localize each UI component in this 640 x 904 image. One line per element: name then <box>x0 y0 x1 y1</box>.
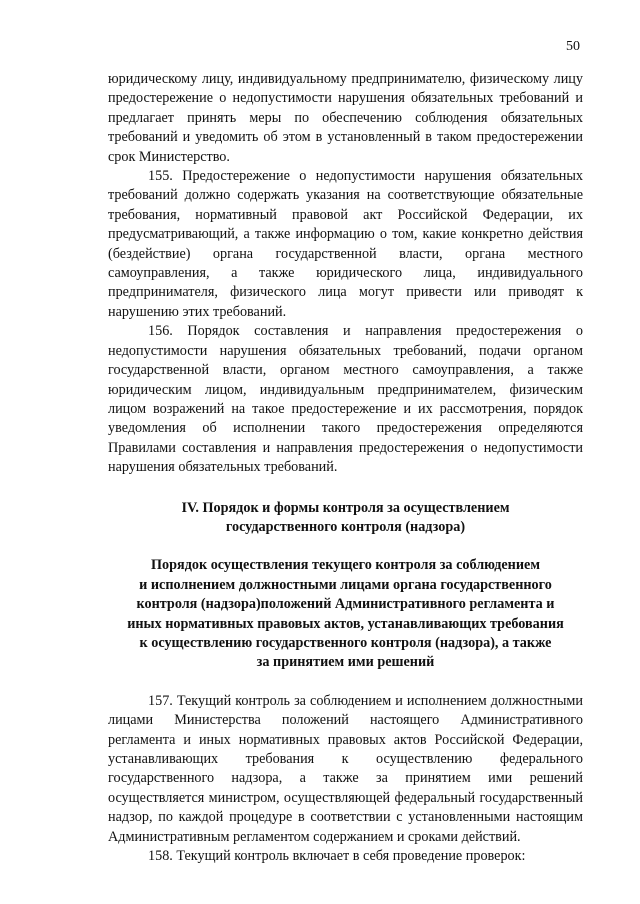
subsection-heading-line: к осуществлению государственного контроля (надзора), а также <box>139 634 552 651</box>
spacer <box>108 478 583 499</box>
spacer <box>108 537 583 556</box>
subsection-heading-line: контроля (надзора)положений Административного регламента и <box>136 596 555 613</box>
paragraph-157: 157. Текущий контроль за соблюдением и исполнением должностными лицами Министерства положений настоящего Административного регламента и иных нормативных правовых актов Российской Федерации, устанавливающих требования к осуществлению федерального государственного надзора, а также за принятием ими решений осуществляется министром, осуществляющей федеральный государственный надзор, по каждой процедуре в соответствии с установленными настоящим Административным регламентом содержанием и сроками действий. <box>108 692 583 845</box>
section-heading-line: государственного контроля (надзора) <box>225 518 466 535</box>
section-heading <box>108 499 583 538</box>
subsection-heading-line: иных нормативных правовых актов, устанавливающих требования <box>127 615 564 632</box>
spacer <box>108 673 583 692</box>
paragraph-continuation: юридическому лицу, индивидуальному предпринимателю, физическому лицу предостережение о недопустимости нарушения обязательных требований и предлагает принять меры по обеспечению соблюдения обязательных требований и уведомить об этом в установленный в таком предостережении срок Министерство. <box>108 71 583 165</box>
paragraph-158: 158. Текущий контроль включает в себя проведение проверок: <box>148 848 526 865</box>
paragraph-155: 155. Предостережение о недопустимости нарушения обязательных требований должно содержать указания на соответствующие обязательные требования, нормативный правовой акт Российской Федерации, их предусматривающий, а также информацию о том, какие конкретно действия (бездействие) органа государственной власти, органа местного самоуправления, а также юридического лица, индивидуального предпринимателя, физического лица могут привести или приводят к нарушению этих требований. <box>108 168 583 320</box>
subsection-heading-line: и исполнением должностными лицами органа государственного <box>139 576 552 593</box>
subsection-heading-line: за принятием ими решений <box>256 654 435 671</box>
subsection-heading-line: Порядок осуществления текущего контроля за соблюдением <box>151 557 540 574</box>
subsection-heading <box>108 556 583 672</box>
section-heading-line: IV. Порядок и формы контроля за осуществлением <box>181 499 510 516</box>
document-body <box>108 70 583 866</box>
paragraph-156: 156. Порядок составления и направления предостережения о недопустимости нарушения обязательных требований, подачи органом государственной власти, органом местного самоуправления, а также юридическим лицом, индивидуальным предпринимателем, физическим лицом возражений на такое предостережение и их рассмотрения, порядок уведомления об исполнении такого предостережения определяются Правилами составления и направления предостережения о недопустимости нарушения обязательных требований. <box>108 323 583 476</box>
page-number: 50 <box>566 39 580 54</box>
